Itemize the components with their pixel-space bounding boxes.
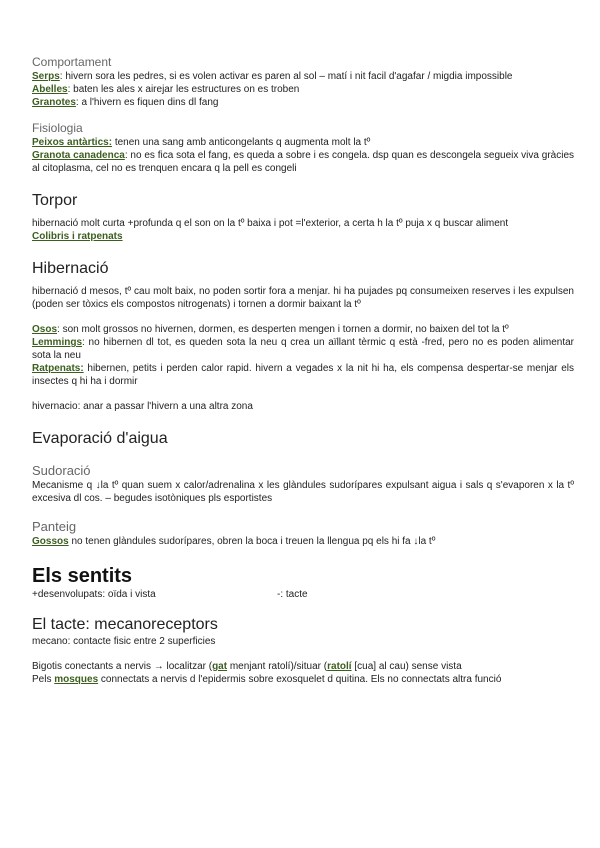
tacte-line-bigotis — [32, 660, 574, 673]
section-heading-torpor: Torpor — [32, 192, 78, 209]
tacte-line-pels — [32, 673, 574, 686]
note-text: Bigotis conectants a nervis → localitzar ( — [32, 661, 213, 672]
keyword-colibris-ratpenats: Colibris i ratpenats — [32, 231, 123, 242]
keyword-serps: Serps — [32, 71, 60, 82]
keyword-gossos: Gossos — [32, 536, 69, 547]
keyword-peixos-antartics: Peixos antàrtics: — [32, 137, 113, 148]
note-line-peixos — [32, 136, 574, 149]
note-text: Pels — [32, 674, 55, 685]
keyword-mosques: mosques — [54, 674, 99, 685]
section-heading-sentits: Els sentits — [32, 565, 133, 587]
keyword-granota-canadenca: Granota canadenca — [32, 150, 125, 161]
keyword-granotes: Granotes — [32, 97, 76, 108]
note-text: menjant ratolí)/situar ( — [227, 661, 328, 672]
sentits-right: -: tacte — [277, 589, 308, 600]
torpor-keyword-line — [32, 230, 574, 243]
note-line-abelles — [32, 83, 574, 96]
torpor-text: hibernació molt curta +profunda q el son on la tº baixa i pot =l'exterior, a certa h la tº puja x q buscar aliment — [32, 218, 509, 229]
keyword-lemmings: Lemmings — [32, 337, 83, 348]
document-page — [32, 55, 574, 686]
note-text: : baten les ales x airejar les estructures on es troben — [67, 84, 300, 95]
note-text: [cua] al cau) sense vista — [351, 661, 462, 672]
section-heading-evaporacio: Evaporació d'aigua — [32, 430, 168, 447]
hibernacio-intro: hibernació d mesos, tº cau molt baix, no poden sortir fora a menjar. hi ha pujades pq consumeixen reserves i les expulsen (poden ser tòxics els compostos nitrogenats) i tornen a dormir baixant la tº — [32, 286, 574, 310]
note-text: no tenen glàndules sudorípares, obren la boca i treuen la llengua pq els hi fa ↓la tº — [68, 536, 436, 547]
section-heading-comportament: Comportament — [32, 55, 112, 69]
note-text: : no hibernen dl tot, es queden sota la neu q crea un aïllant tèrmic q està -fred, pero no es poden alimentar sota la neu — [32, 337, 574, 361]
section-heading-tacte: El tacte: mecanoreceptors — [32, 616, 218, 633]
subheading-sudoracio: Sudoració — [32, 463, 91, 478]
note-line-granotes — [32, 96, 574, 109]
note-line-granota-canadenca — [32, 149, 574, 175]
note-line-osos — [32, 323, 574, 336]
keyword-abelles: Abelles — [32, 84, 68, 95]
note-line-serps — [32, 70, 574, 83]
hivernacio-text: hivernacio: anar a passar l'hivern a una altra zona — [32, 401, 253, 412]
note-line-lemmings — [32, 336, 574, 362]
note-text: hibernen, petits i perden calor rapid. hivern a vegades x la nit hi ha, els compensa despertar-se menjar els insectes q hi ha i dormir — [32, 363, 574, 387]
note-text: : son molt grossos no hivernen, dormen, es desperten mengen i tornen a dormir, no baixen del tot la tº — [57, 324, 509, 335]
sentits-line — [32, 588, 574, 601]
keyword-ratoli: ratolí — [327, 661, 352, 672]
keyword-osos: Osos — [32, 324, 58, 335]
section-heading-fisiologia: Fisiologia — [32, 121, 83, 135]
tacte-mecano: mecano: contacte fisic entre 2 superficies — [32, 636, 216, 647]
note-text: : no es fica sota el fang, es queda a sobre i es congela. dsp quan es descongela segueix viva gràcies al citoplasma, cel no es trenquen encara q la pell es congeli — [32, 150, 575, 174]
keyword-gat: gat — [212, 661, 228, 672]
note-text: connectats a nervis d l'epidermis sobre exosquelet d quitina. Els no connectats altra funció — [98, 674, 502, 685]
note-text: tenen una sang amb anticongelants q augmenta molt la tº — [112, 137, 371, 148]
keyword-ratpenats: Ratpenats: — [32, 363, 84, 374]
note-line-ratpenats — [32, 362, 574, 388]
note-text: : a l'hivern es fiquen dins dl fang — [75, 97, 219, 108]
note-text: : hivern sora les pedres, si es volen activar es paren al sol – matí i nit facil d'agafar / migdia impossible — [59, 71, 513, 82]
sudoracio-text: Mecanisme q ↓la tº quan suem x calor/adrenalina x les glàndules sudorípares expulsant aigua i sals q s'evaporen x la tº excesiva dl cos. – begudes isotòniques pls esportistes — [32, 480, 574, 504]
note-line-gossos — [32, 535, 574, 548]
subheading-panteig: Panteig — [32, 519, 77, 534]
sentits-left: +desenvolupats: oïda i vista — [32, 589, 156, 600]
section-heading-hibernacio: Hibernació — [32, 260, 109, 277]
